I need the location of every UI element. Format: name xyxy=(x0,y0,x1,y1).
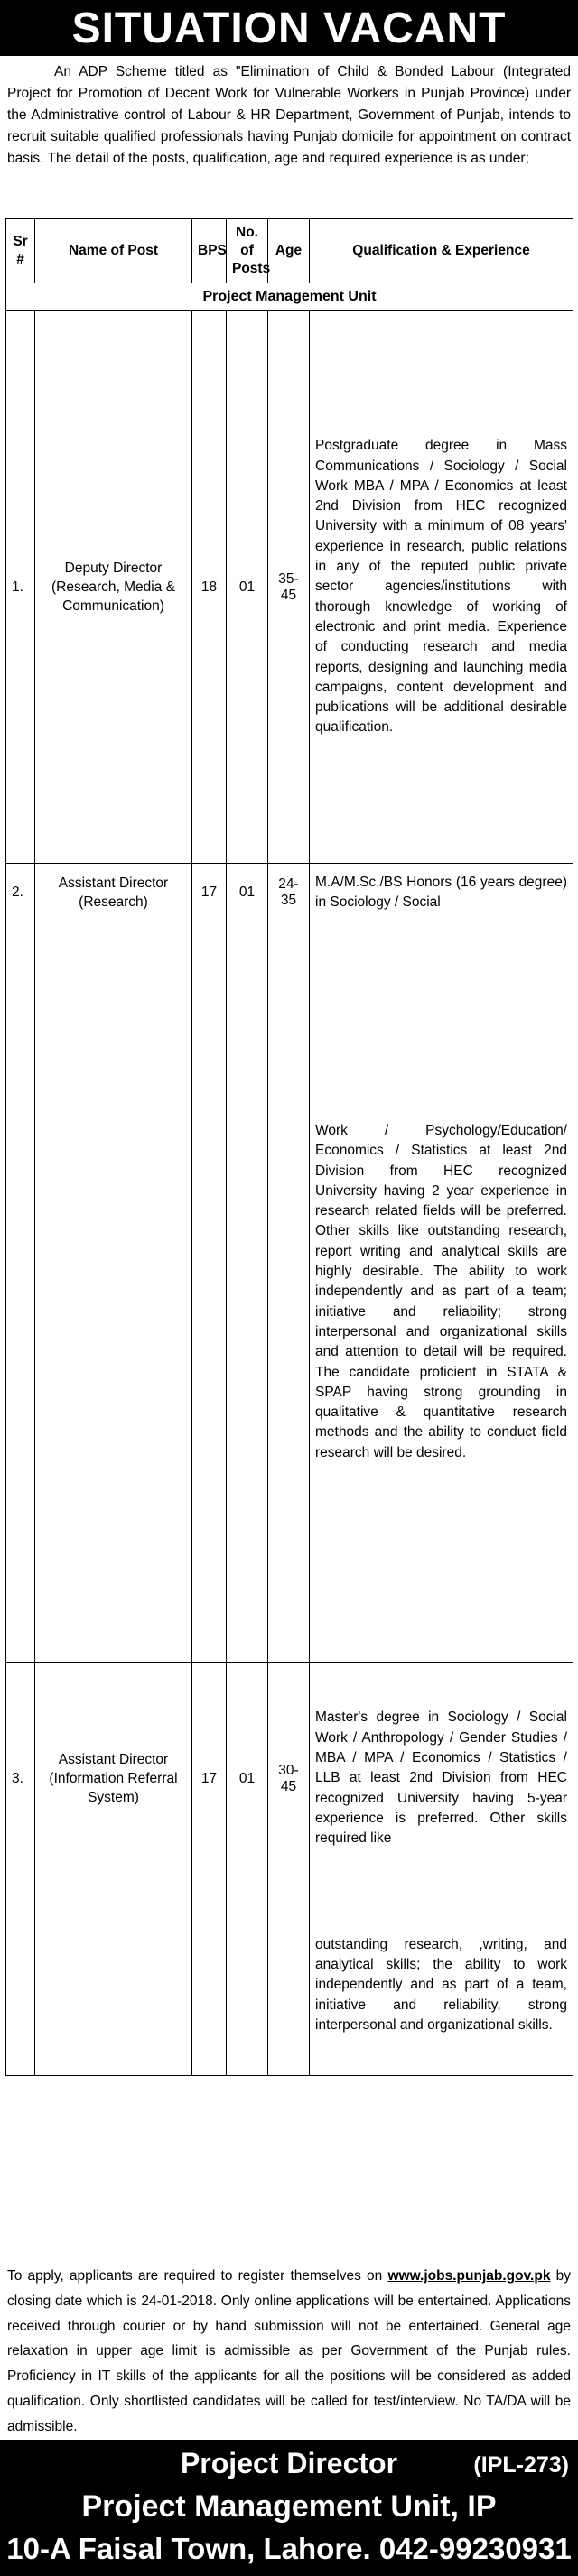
cell-post-name xyxy=(35,1895,192,2076)
header-age: Age xyxy=(268,219,310,283)
cell-no-of-posts xyxy=(227,922,268,1663)
page-title xyxy=(0,0,578,56)
table-header-row xyxy=(6,219,573,283)
instructions-lead: To apply, applicants are required to register themselves on xyxy=(7,2268,388,2284)
cell-qualification: M.A/M.Sc./BS Honors (16 years degree) in Sociology / Social xyxy=(310,864,573,922)
contact-footer xyxy=(0,2440,578,2576)
header-qualification: Qualification & Experience xyxy=(310,219,573,283)
jobs-portal-link[interactable]: www.jobs.punjab.gov.pk xyxy=(387,2268,551,2284)
cell-sr: 1. xyxy=(6,311,35,864)
cell-qualification: Work / Psychology/Education/ Economics / Statistics at least 2nd Division from HEC recognized University having 2 year experience in research related fields will be preferred. Other skills like outstanding research, report writing and analytical skills are highly desirable. The ability to work independently and as part of a team; initiative and reliability; strong interpersonal and organizational skills and attention to detail will be required. The candidate proficient in STATA & SPAP having strong grounding in qualitative & quantitative research methods and the ability to conduct field research will be desired. xyxy=(310,922,573,1663)
table-row xyxy=(6,1895,573,2076)
table-row xyxy=(6,311,573,864)
header-bps: BPS xyxy=(192,219,227,283)
ad-code: (IPL-273) xyxy=(473,2452,569,2478)
section-title: Project Management Unit xyxy=(6,283,573,311)
intro-paragraph: An ADP Scheme titled as "Elimination of Child & Bonded Labour (Integrated Project for Promotion of Decent Work for Vulnerable Workers in Punjab Province) under the Administrative control of Labour & HR Department, Government of Punjab, intends to recruit suitable qualified professionals having Punjab domicile for appointment on contract basis. The detail of the posts, qualification, age and required experience is as under; xyxy=(7,64,571,166)
cell-age: 35-45 xyxy=(268,311,310,864)
cell-age xyxy=(268,922,310,1663)
header-name: Name of Post xyxy=(35,219,192,283)
header-sr: Sr # xyxy=(6,219,35,283)
posts-table xyxy=(5,218,573,2076)
cell-bps: 17 xyxy=(192,1663,227,1895)
footer-unit: Project Management Unit, IP xyxy=(81,2489,497,2524)
cell-post-name xyxy=(35,922,192,1663)
cell-sr: 2. xyxy=(6,864,35,922)
cell-no-of-posts xyxy=(227,1895,268,2076)
cell-bps: 17 xyxy=(192,864,227,922)
header-no-of-posts: No. of Posts xyxy=(227,219,268,283)
cell-no-of-posts: 01 xyxy=(227,1663,268,1895)
cell-age: 30-45 xyxy=(268,1663,310,1895)
cell-sr xyxy=(6,922,35,1663)
cell-qualification: outstanding research, ,writing, and analytical skills; the ability to work independently and as part of a team, initiative and reliability, strong interpersonal and organizational skills. xyxy=(310,1895,573,2076)
cell-qualification: Master's degree in Sociology / Social Work / Anthropology / Gender Studies / MBA / MPA / Economics / Statistics / LLB at least 2nd Division from HEC recognized University having 5-year experience is preferred. Other skills required like xyxy=(310,1663,573,1895)
cell-post-name: Assistant Director (Research) xyxy=(35,864,192,922)
table-row xyxy=(6,1663,573,1895)
cell-qualification: Postgraduate degree in Mass Communications / Sociology / Social Work MBA / MPA / Economics at least 2nd Division from HEC recognized University with a minimum of 08 years' experience in research, public relations in any of the reputed public private sector agencies/institutions with thorough knowledge of working of electronic and print media. Experience of conducting research and media reports, designing and launching media campaigns, content development and publications will be additional desirable qualification. xyxy=(310,311,573,864)
cell-age: 24-35 xyxy=(268,864,310,922)
cell-sr: 3. xyxy=(6,1663,35,1895)
cell-post-name: Deputy Director (Research, Media & Communication) xyxy=(35,311,192,864)
cell-bps xyxy=(192,1895,227,2076)
instructions-rest: by closing date which is 24-01-2018. Only online applications will be entertained. Applications received through courier or by hand submission will not be entertained. General age relaxation in upper age limit is admissible as per Government of the Punjab rules. Proficiency in IT skills of the applicants for all the positions will be considered as added qualification. Only shortlisted candidates will be called for test/interview. No TA/DA will be admissible. xyxy=(7,2268,571,2434)
table-row xyxy=(6,922,573,1663)
cell-age xyxy=(268,1895,310,2076)
cell-no-of-posts: 01 xyxy=(227,311,268,864)
section-row xyxy=(6,283,573,311)
footer-title: Project Director xyxy=(180,2447,398,2479)
cell-post-name: Assistant Director (Information Referral System) xyxy=(35,1663,192,1895)
footer-address: 10-A Faisal Town, Lahore. 042-99230931 xyxy=(6,2532,572,2565)
cell-sr xyxy=(6,1895,35,2076)
application-instructions xyxy=(7,2264,571,2440)
cell-bps: 18 xyxy=(192,311,227,864)
cell-bps xyxy=(192,922,227,1663)
title-text: SITUATION VACANT xyxy=(71,4,507,52)
table-row xyxy=(6,864,573,922)
cell-no-of-posts: 01 xyxy=(227,864,268,922)
